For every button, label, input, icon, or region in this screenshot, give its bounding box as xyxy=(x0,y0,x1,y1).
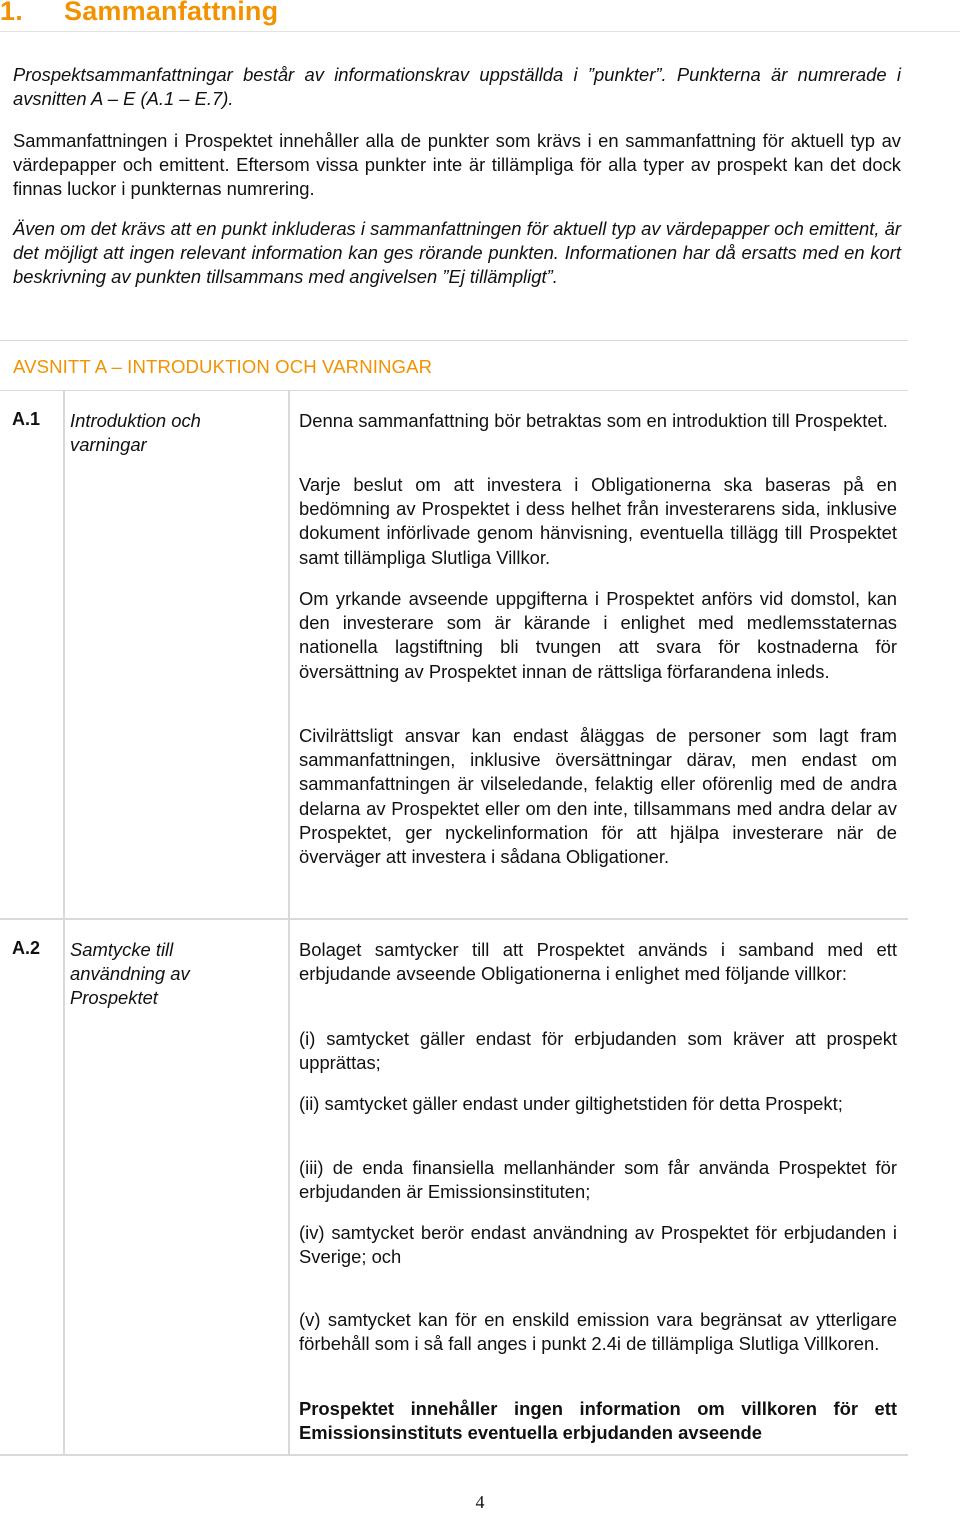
a2-paragraph-6: (v) samtycket kan för en enskild emission vara begränsat av ytterligare förbehåll som i så fall anges i punkt 2.4i de tillämpliga Slutliga Villkoren. xyxy=(299,1309,897,1355)
a1-paragraph-2: Varje beslut om att investera i Obligationerna ska baseras på en bedömning av Prospektet i dess helhet från investerarens sida, inklusive dokument införlivade genom hänvisning, eventuella tillägg till Prospektet samt tillämpliga Slutliga Villkor. xyxy=(299,474,897,568)
a1-paragraph-4: Civilrättsligt ansvar kan endast åläggas de personer som lagt fram sammanfattningen, inklusive översättningar därav, men endast om sammanfattningen är vilseledande, felaktig eller oförenlig med de andra delarna av Prospektet eller om den inte, tillsammans med andra delar av Prospektet, ger nyckelinformation för att hjälpa investerare när de överväger att investera i sådana Obligationer. xyxy=(299,725,897,868)
row-code-a2: A.2 xyxy=(12,938,41,958)
column-divider-1 xyxy=(63,391,65,1455)
table-bottom-rule xyxy=(0,1454,908,1456)
a2-paragraph-5: (iv) samtycket berör endast användning av Prospektet för erbjudanden i Sverige; och xyxy=(299,1222,897,1268)
a2-paragraph-4: (iii) de enda finansiella mellanhänder som får använda Prospektet för erbjudanden är Emissionsinstituten; xyxy=(299,1157,897,1203)
a2-paragraph-7: Prospektet innehåller ingen information om villkoren för ett Emissionsinstituts eventuella erbjudanden avseende xyxy=(299,1398,897,1444)
heading-title: Sammanfattning xyxy=(64,0,279,26)
heading-number: 1. xyxy=(0,0,23,26)
intro-paragraph-3: Även om det krävs att en punkt inkluderas i sammanfattningen för aktuell typ av värdepapper och emittent, är det möjligt att ingen relevant information kan ges rörande punkten. Informationen har då ersatts med en kort beskrivning av punkten tillsammans med angivelsen ”Ej tillämpligt”. xyxy=(13,218,901,288)
section-title: AVSNITT A – INTRODUKTION OCH VARNINGAR xyxy=(13,356,433,377)
row-code-a1: A.1 xyxy=(12,409,41,429)
page-heading xyxy=(0,0,960,27)
a1-paragraph-3: Om yrkande avseende uppgifterna i Prospektet anförs vid domstol, kan den investerare som är kärande i enlighet med medlemsstaternas nationella lagstiftning bli tvungen att svara för kostnaderna för översättning av Prospektet innan de rättsliga förfarandena inleds. xyxy=(299,588,897,682)
a2-paragraph-2: (i) samtycket gäller endast för erbjudanden som kräver att prospekt upprättas; xyxy=(299,1028,897,1074)
intro-paragraph-2-text: Sammanfattningen i Prospektet innehåller alla de punkter som krävs i en sammanfattning för aktuell typ av värdepapper och emittent. Eftersom vissa punkter inte är tillämpliga för alla typer av prospekt kan det dock finnas luckor i punkternas numrering. xyxy=(13,130,901,200)
a1-paragraph-1: Denna sammanfattning bör betraktas som en introduktion till Prospektet. xyxy=(299,410,888,431)
heading-divider xyxy=(0,31,960,32)
row-label-a2: Samtycke till användning av Prospektet xyxy=(70,939,190,1009)
intro-paragraph-1: Prospektsammanfattningar består av informationskrav uppställda i ”punkter”. Punkterna är numrerade i avsnitten A – E (A.1 – E.7). xyxy=(13,64,901,110)
page-number: 4 xyxy=(475,1492,485,1512)
intro-paragraph-2 xyxy=(13,129,901,202)
row-label-a1: Introduktion och varningar xyxy=(70,410,201,456)
a2-paragraph-1: Bolaget samtycker till att Prospektet används i samband med ett erbjudande avseende Obligationerna i enlighet med följande villkor: xyxy=(299,939,897,985)
column-divider-2 xyxy=(288,391,290,1455)
a2-paragraph-3: (ii) samtycket gäller endast under giltighetstiden för detta Prospekt; xyxy=(299,1093,843,1114)
row-divider xyxy=(0,918,908,920)
